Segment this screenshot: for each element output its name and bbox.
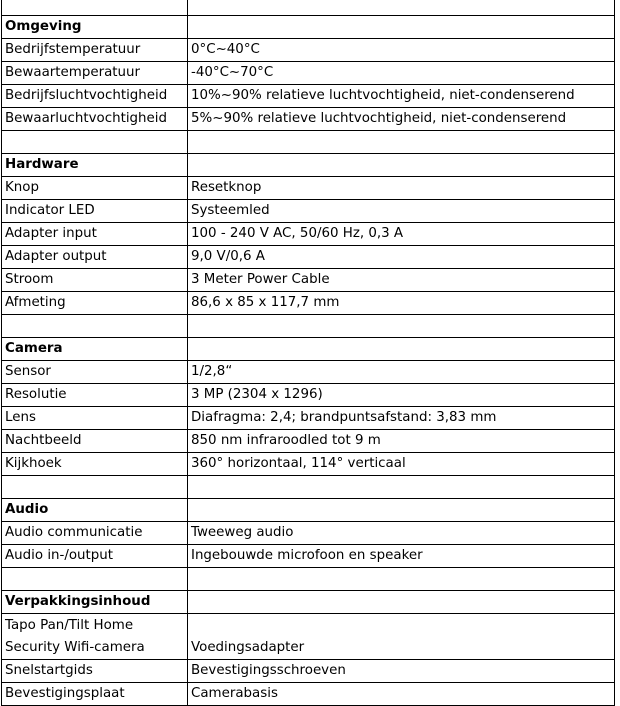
spec-value: 10%~90% relatieve luchtvochtigheid, niet-condenserend [188, 85, 615, 108]
spec-value: 86,6 x 85 x 117,7 mm [188, 292, 615, 315]
spec-row [2, 361, 615, 384]
blank-row [2, 568, 615, 591]
section-title: Omgeving [2, 16, 188, 39]
blank-row [2, 0, 615, 16]
spec-row [2, 108, 615, 131]
section-title: Audio [2, 499, 188, 522]
spec-row [2, 384, 615, 407]
spec-label: Bewaartemperatuur [2, 62, 188, 85]
spec-value: 360° horizontaal, 114° verticaal [188, 453, 615, 476]
spec-label: Sensor [2, 361, 188, 384]
spec-row [2, 39, 615, 62]
spec-value: Diafragma: 2,4; brandpuntsafstand: 3,83 mm [188, 407, 615, 430]
spec-label: Tapo Pan/Tilt Home Security Wifi-camera [2, 614, 188, 660]
spec-value: Ingebouwde microfoon en speaker [188, 545, 615, 568]
spec-row [2, 200, 615, 223]
blank-row [2, 131, 615, 154]
spec-row [2, 223, 615, 246]
spec-row [2, 177, 615, 200]
spec-label: Afmeting [2, 292, 188, 315]
spec-value: 9,0 V/0,6 A [188, 246, 615, 269]
section-title: Camera [2, 338, 188, 361]
spec-label: Audio communicatie [2, 522, 188, 545]
spec-row [2, 407, 615, 430]
spec-value: Resetknop [188, 177, 615, 200]
spec-row [2, 430, 615, 453]
spec-row [2, 660, 615, 683]
spec-label: Nachtbeeld [2, 430, 188, 453]
spec-label: Adapter output [2, 246, 188, 269]
spec-label: Audio in-/output [2, 545, 188, 568]
spec-value: 850 nm infraroodled tot 9 m [188, 430, 615, 453]
spec-label: Resolutie [2, 384, 188, 407]
spec-value: 3 Meter Power Cable [188, 269, 615, 292]
spec-label: Stroom [2, 269, 188, 292]
spec-row [2, 62, 615, 85]
spec-label: Bewaarluchtvochtigheid [2, 108, 188, 131]
spec-row [2, 683, 615, 706]
spec-row [2, 545, 615, 568]
spec-value: Tweeweg audio [188, 522, 615, 545]
section-heading-camera [2, 338, 615, 361]
section-title: Verpakkingsinhoud [2, 591, 188, 614]
section-heading-audio [2, 499, 615, 522]
section-heading-hardware [2, 154, 615, 177]
spec-value: 0°C~40°C [188, 39, 615, 62]
spec-label: Snelstartgids [2, 660, 188, 683]
spec-value: 3 MP (2304 x 1296) [188, 384, 615, 407]
spec-value: 5%~90% relatieve luchtvochtigheid, niet-condenserend [188, 108, 615, 131]
spec-value: 1/2,8“ [188, 361, 615, 384]
section-title: Hardware [2, 154, 188, 177]
spec-label: Knop [2, 177, 188, 200]
spec-value: Systeemled [188, 200, 615, 223]
spec-value: Camerabasis [188, 683, 615, 706]
spec-label: Bedrijfsluchtvochtigheid [2, 85, 188, 108]
spec-row [2, 246, 615, 269]
spec-value: 100 - 240 V AC, 50/60 Hz, 0,3 A [188, 223, 615, 246]
spec-label: Bedrijfstemperatuur [2, 39, 188, 62]
spec-value: -40°C~70°C [188, 62, 615, 85]
spec-row [2, 614, 615, 660]
blank-row [2, 315, 615, 338]
spec-value: Bevestigingsschroeven [188, 660, 615, 683]
section-heading-verpakkingsinhoud [2, 591, 615, 614]
spec-label: Bevestigingsplaat [2, 683, 188, 706]
spec-row [2, 453, 615, 476]
spec-label: Adapter input [2, 223, 188, 246]
spec-label: Kijkhoek [2, 453, 188, 476]
spec-table [1, 0, 615, 706]
spec-label: Lens [2, 407, 188, 430]
spec-row [2, 522, 615, 545]
spec-row [2, 85, 615, 108]
spec-value: Voedingsadapter [188, 614, 615, 660]
spec-row [2, 292, 615, 315]
spec-label: Indicator LED [2, 200, 188, 223]
blank-row [2, 476, 615, 499]
section-heading-omgeving [2, 16, 615, 39]
spec-row [2, 269, 615, 292]
